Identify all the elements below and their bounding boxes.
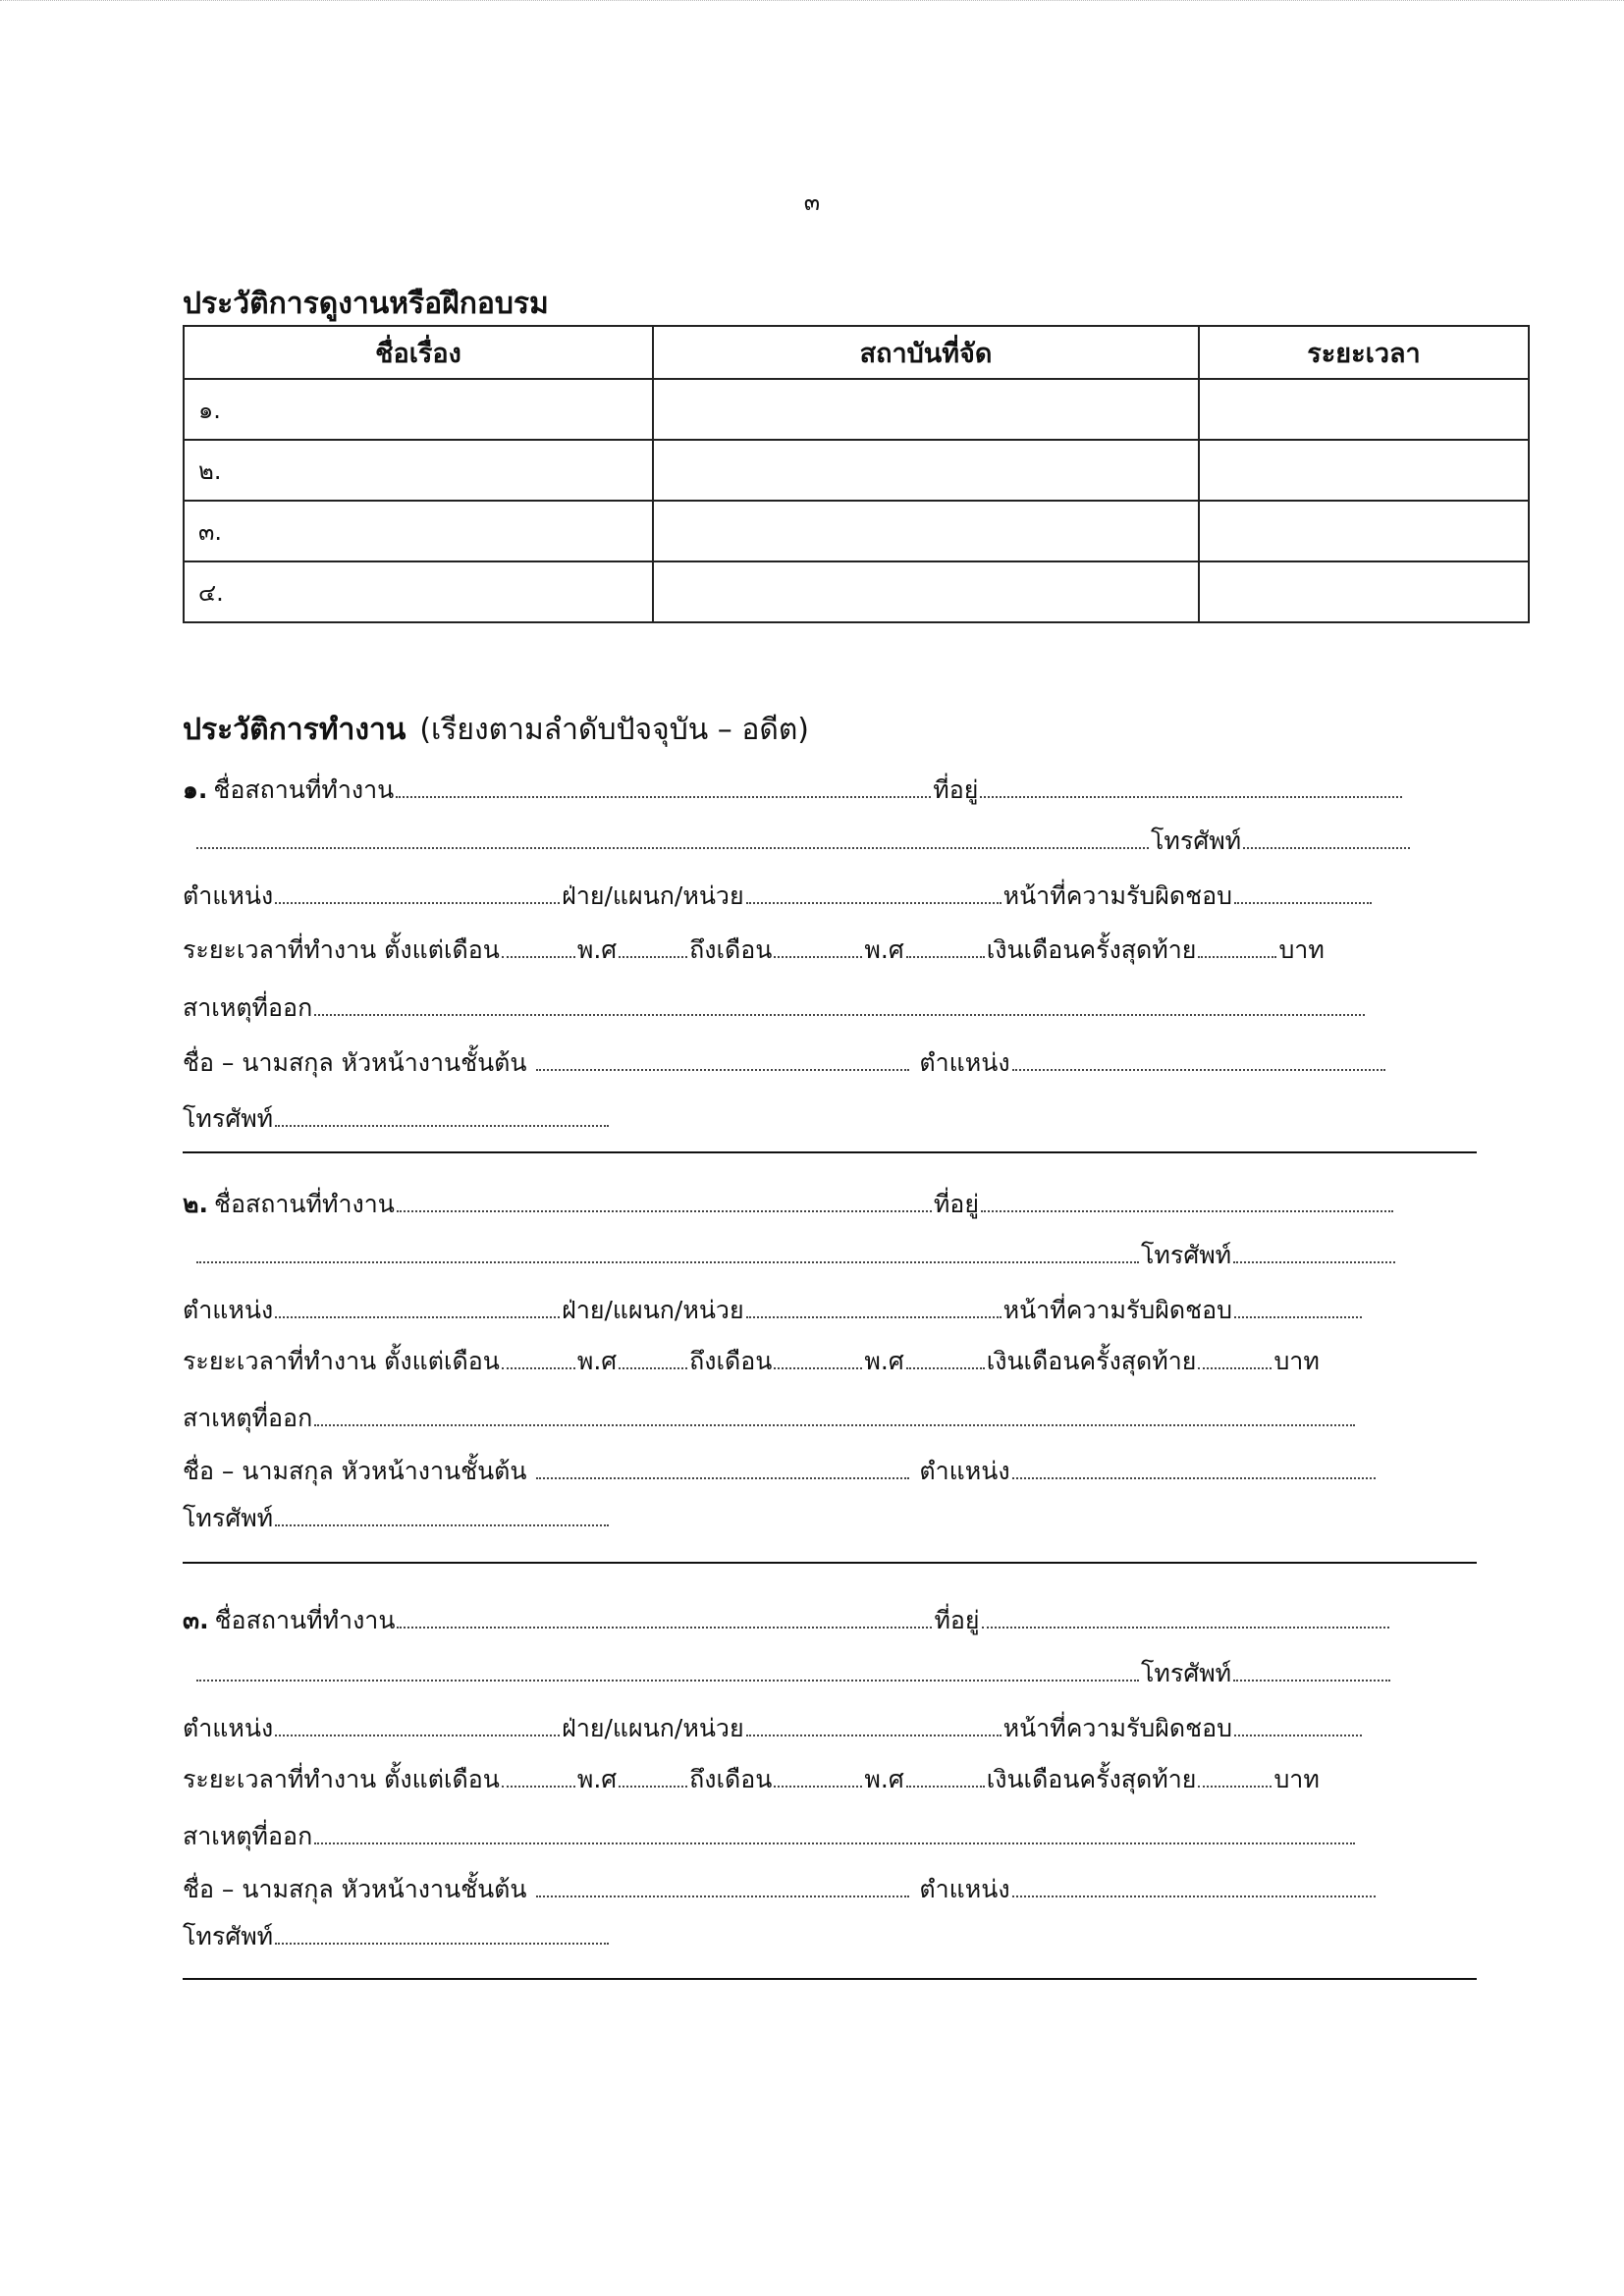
duty-field[interactable] (1234, 900, 1372, 904)
address-label: ที่อยู่ (934, 1606, 980, 1634)
position-label: ตำแหน่ง (183, 881, 274, 910)
to-month-label: ถึงเดือน (689, 1347, 773, 1375)
position-label: ตำแหน่ง (183, 1296, 274, 1324)
supervisor-phone-line (183, 1499, 1449, 1538)
last-salary-label: เงินเดือนครั้งสุดท้าย (986, 935, 1197, 964)
reason-line (183, 1399, 1449, 1438)
address-continued-field[interactable] (196, 845, 1149, 849)
reason-field[interactable] (314, 1841, 1355, 1844)
supervisor-field[interactable] (536, 1894, 909, 1897)
column-header-topic: ชื่อเรื่อง (184, 326, 653, 379)
baht-label: บาท (1273, 1765, 1320, 1793)
supervisor-line (183, 1043, 1449, 1083)
supervisor-field[interactable] (536, 1067, 909, 1071)
workplace-field[interactable] (397, 1625, 932, 1629)
reason-line (183, 1817, 1449, 1856)
supervisor-position-field[interactable] (1012, 1475, 1376, 1479)
position-line (183, 1291, 1449, 1330)
department-field[interactable] (746, 900, 1001, 904)
supervisor-label: ชื่อ – นามสกุล หัวหน้างานชั้นต้น (183, 1048, 527, 1077)
institution-cell[interactable] (653, 561, 1199, 622)
row-number: ๓. (184, 501, 653, 561)
duty-label: หน้าที่ความรับผิดชอบ (1002, 881, 1233, 910)
from-month-label: ตั้งแต่เดือน (384, 935, 500, 964)
department-field[interactable] (746, 1314, 1001, 1318)
position-field[interactable] (275, 1733, 560, 1736)
supervisor-label: ชื่อ – นามสกุล หัวหน้างานชั้นต้น (183, 1457, 527, 1485)
workplace-label: ชื่อสถานที่ทำงาน (214, 1606, 396, 1634)
be-label: พ.ศ (864, 1347, 904, 1375)
to-month-field[interactable] (774, 954, 862, 958)
workplace-line (183, 1601, 1449, 1640)
be-label: พ.ศ (864, 1765, 904, 1793)
period-label: ระยะเวลาที่ทำงาน (183, 935, 377, 964)
period-line (183, 1342, 1449, 1381)
table-row (184, 379, 1529, 440)
period-label: ระยะเวลาที่ทำงาน (183, 1347, 377, 1375)
duration-cell[interactable] (1199, 440, 1529, 501)
workplace-label: ชื่อสถานที่ทำงาน (213, 775, 395, 804)
record-number: ๒. (183, 1190, 208, 1218)
department-label: ฝ่าย/แผนก/หน่วย (562, 1296, 744, 1324)
duration-cell[interactable] (1199, 501, 1529, 561)
duty-label: หน้าที่ความรับผิดชอบ (1002, 1296, 1233, 1324)
to-year-field[interactable] (906, 1365, 985, 1369)
to-month-label: ถึงเดือน (689, 1765, 773, 1793)
workplace-line (183, 1185, 1449, 1224)
address-label: ที่อยู่ (933, 1190, 979, 1218)
address-field[interactable] (980, 794, 1402, 798)
training-table (183, 325, 1530, 623)
duty-field[interactable] (1234, 1733, 1362, 1736)
record-number: ๑. (183, 775, 208, 804)
supervisor-label: ชื่อ – นามสกุล หัวหน้างานชั้นต้น (183, 1875, 527, 1903)
position-label: ตำแหน่ง (183, 1714, 274, 1742)
reason-label: สาเหตุที่ออก (183, 1822, 313, 1850)
be-label: พ.ศ (576, 1347, 618, 1375)
institution-cell[interactable] (653, 440, 1199, 501)
column-header-institution: สถาบันที่จัด (653, 326, 1199, 379)
scan-edge-specks (0, 0, 1624, 7)
from-month-field[interactable] (502, 1784, 575, 1788)
work-history-heading: ประวัติการทำงาน (183, 713, 406, 747)
training-section-title: ประวัติการดูงานหรือฝึกอบรม (183, 287, 549, 321)
baht-label: บาท (1273, 1347, 1320, 1375)
address-continued-field[interactable] (196, 1259, 1139, 1263)
column-header-duration: ระยะเวลา (1199, 326, 1529, 379)
institution-cell[interactable] (653, 501, 1199, 561)
row-number: ๒. (184, 440, 653, 501)
table-row (184, 440, 1529, 501)
workplace-line (183, 771, 1449, 810)
from-year-field[interactable] (619, 954, 687, 958)
from-month-field[interactable] (502, 1365, 575, 1369)
duration-cell[interactable] (1199, 561, 1529, 622)
record-number: ๓. (183, 1606, 209, 1634)
supervisor-position-label: ตำแหน่ง (919, 1457, 1010, 1485)
address-continued-field[interactable] (196, 1678, 1139, 1682)
from-year-field[interactable] (619, 1365, 687, 1369)
work-history-subtitle: (เรียงตามลำดับปัจจุบัน – อดีต) (419, 713, 810, 747)
be-label: พ.ศ (576, 935, 618, 964)
workplace-label: ชื่อสถานที่ทำงาน (213, 1190, 395, 1218)
supervisor-field[interactable] (536, 1475, 909, 1479)
duty-label: หน้าที่ความรับผิดชอบ (1002, 1714, 1233, 1742)
record-divider (183, 1151, 1477, 1153)
reason-label: สาเหตุที่ออก (183, 993, 313, 1022)
phone-label: โทรศัพท์ (1151, 827, 1242, 855)
phone-field[interactable] (1233, 1259, 1395, 1263)
reason-label: สาเหตุที่ออก (183, 1404, 313, 1432)
position-line (183, 877, 1449, 916)
department-label: ฝ่าย/แผนก/หน่วย (562, 1714, 744, 1742)
position-field[interactable] (275, 900, 560, 904)
address-field[interactable] (981, 1208, 1393, 1212)
phone-label: โทรศัพท์ (183, 1504, 274, 1532)
duration-cell[interactable] (1199, 379, 1529, 440)
from-month-label: ตั้งแต่เดือน (384, 1347, 500, 1375)
address-phone-line (194, 1236, 1451, 1275)
to-month-label: ถึงเดือน (689, 935, 773, 964)
period-line (183, 1760, 1449, 1799)
address-phone-line (194, 1654, 1451, 1693)
position-field[interactable] (275, 1314, 560, 1318)
record-divider (183, 1562, 1477, 1564)
to-month-field[interactable] (774, 1784, 862, 1788)
last-salary-field[interactable] (1198, 1784, 1272, 1788)
from-month-label: ตั้งแต่เดือน (384, 1765, 500, 1793)
period-line (183, 931, 1449, 970)
address-label: ที่อยู่ (933, 775, 979, 804)
position-line (183, 1709, 1449, 1748)
work-history-title (183, 707, 809, 753)
phone-field[interactable] (1243, 845, 1410, 849)
record-divider (183, 1978, 1477, 1980)
supervisor-line (183, 1870, 1449, 1909)
table-row (184, 561, 1529, 622)
supervisor-position-label: ตำแหน่ง (919, 1048, 1010, 1077)
from-year-field[interactable] (619, 1784, 687, 1788)
to-year-field[interactable] (906, 1784, 985, 1788)
row-number: ๑. (184, 379, 653, 440)
supervisor-position-field[interactable] (1012, 1067, 1385, 1071)
supervisor-position-field[interactable] (1012, 1894, 1376, 1897)
supervisor-phone-field[interactable] (275, 1123, 609, 1127)
be-label: พ.ศ (864, 935, 904, 964)
reason-field[interactable] (314, 1422, 1355, 1426)
to-month-field[interactable] (774, 1365, 862, 1369)
be-label: พ.ศ (576, 1765, 618, 1793)
phone-label: โทรศัพท์ (1141, 1659, 1232, 1687)
supervisor-phone-field[interactable] (275, 1522, 609, 1526)
duty-field[interactable] (1234, 1314, 1362, 1318)
workplace-field[interactable] (397, 1208, 932, 1212)
supervisor-phone-line (183, 1917, 1449, 1956)
to-year-field[interactable] (906, 954, 985, 958)
phone-label: โทรศัพท์ (183, 1922, 274, 1950)
department-field[interactable] (746, 1733, 1001, 1736)
reason-field[interactable] (314, 1012, 1365, 1016)
last-salary-field[interactable] (1198, 954, 1276, 958)
period-label: ระยะเวลาที่ทำงาน (183, 1765, 377, 1793)
supervisor-phone-field[interactable] (275, 1941, 609, 1945)
baht-label: บาท (1278, 935, 1325, 964)
phone-label: โทรศัพท์ (1141, 1241, 1232, 1269)
supervisor-position-label: ตำแหน่ง (919, 1875, 1010, 1903)
supervisor-line (183, 1452, 1449, 1491)
row-number: ๔. (184, 561, 653, 622)
address-phone-line (194, 822, 1451, 861)
table-row (184, 501, 1529, 561)
last-salary-label: เงินเดือนครั้งสุดท้าย (986, 1765, 1197, 1793)
address-field[interactable] (982, 1625, 1389, 1629)
reason-line (183, 988, 1449, 1028)
supervisor-phone-line (183, 1099, 1449, 1139)
from-month-field[interactable] (502, 954, 575, 958)
training-table-header (184, 326, 1529, 379)
institution-cell[interactable] (653, 379, 1199, 440)
last-salary-label: เงินเดือนครั้งสุดท้าย (986, 1347, 1197, 1375)
phone-field[interactable] (1233, 1678, 1390, 1682)
page-number: ๓ (803, 188, 821, 216)
phone-label: โทรศัพท์ (183, 1104, 274, 1133)
department-label: ฝ่าย/แผนก/หน่วย (562, 881, 744, 910)
last-salary-field[interactable] (1198, 1365, 1272, 1369)
workplace-field[interactable] (396, 794, 931, 798)
